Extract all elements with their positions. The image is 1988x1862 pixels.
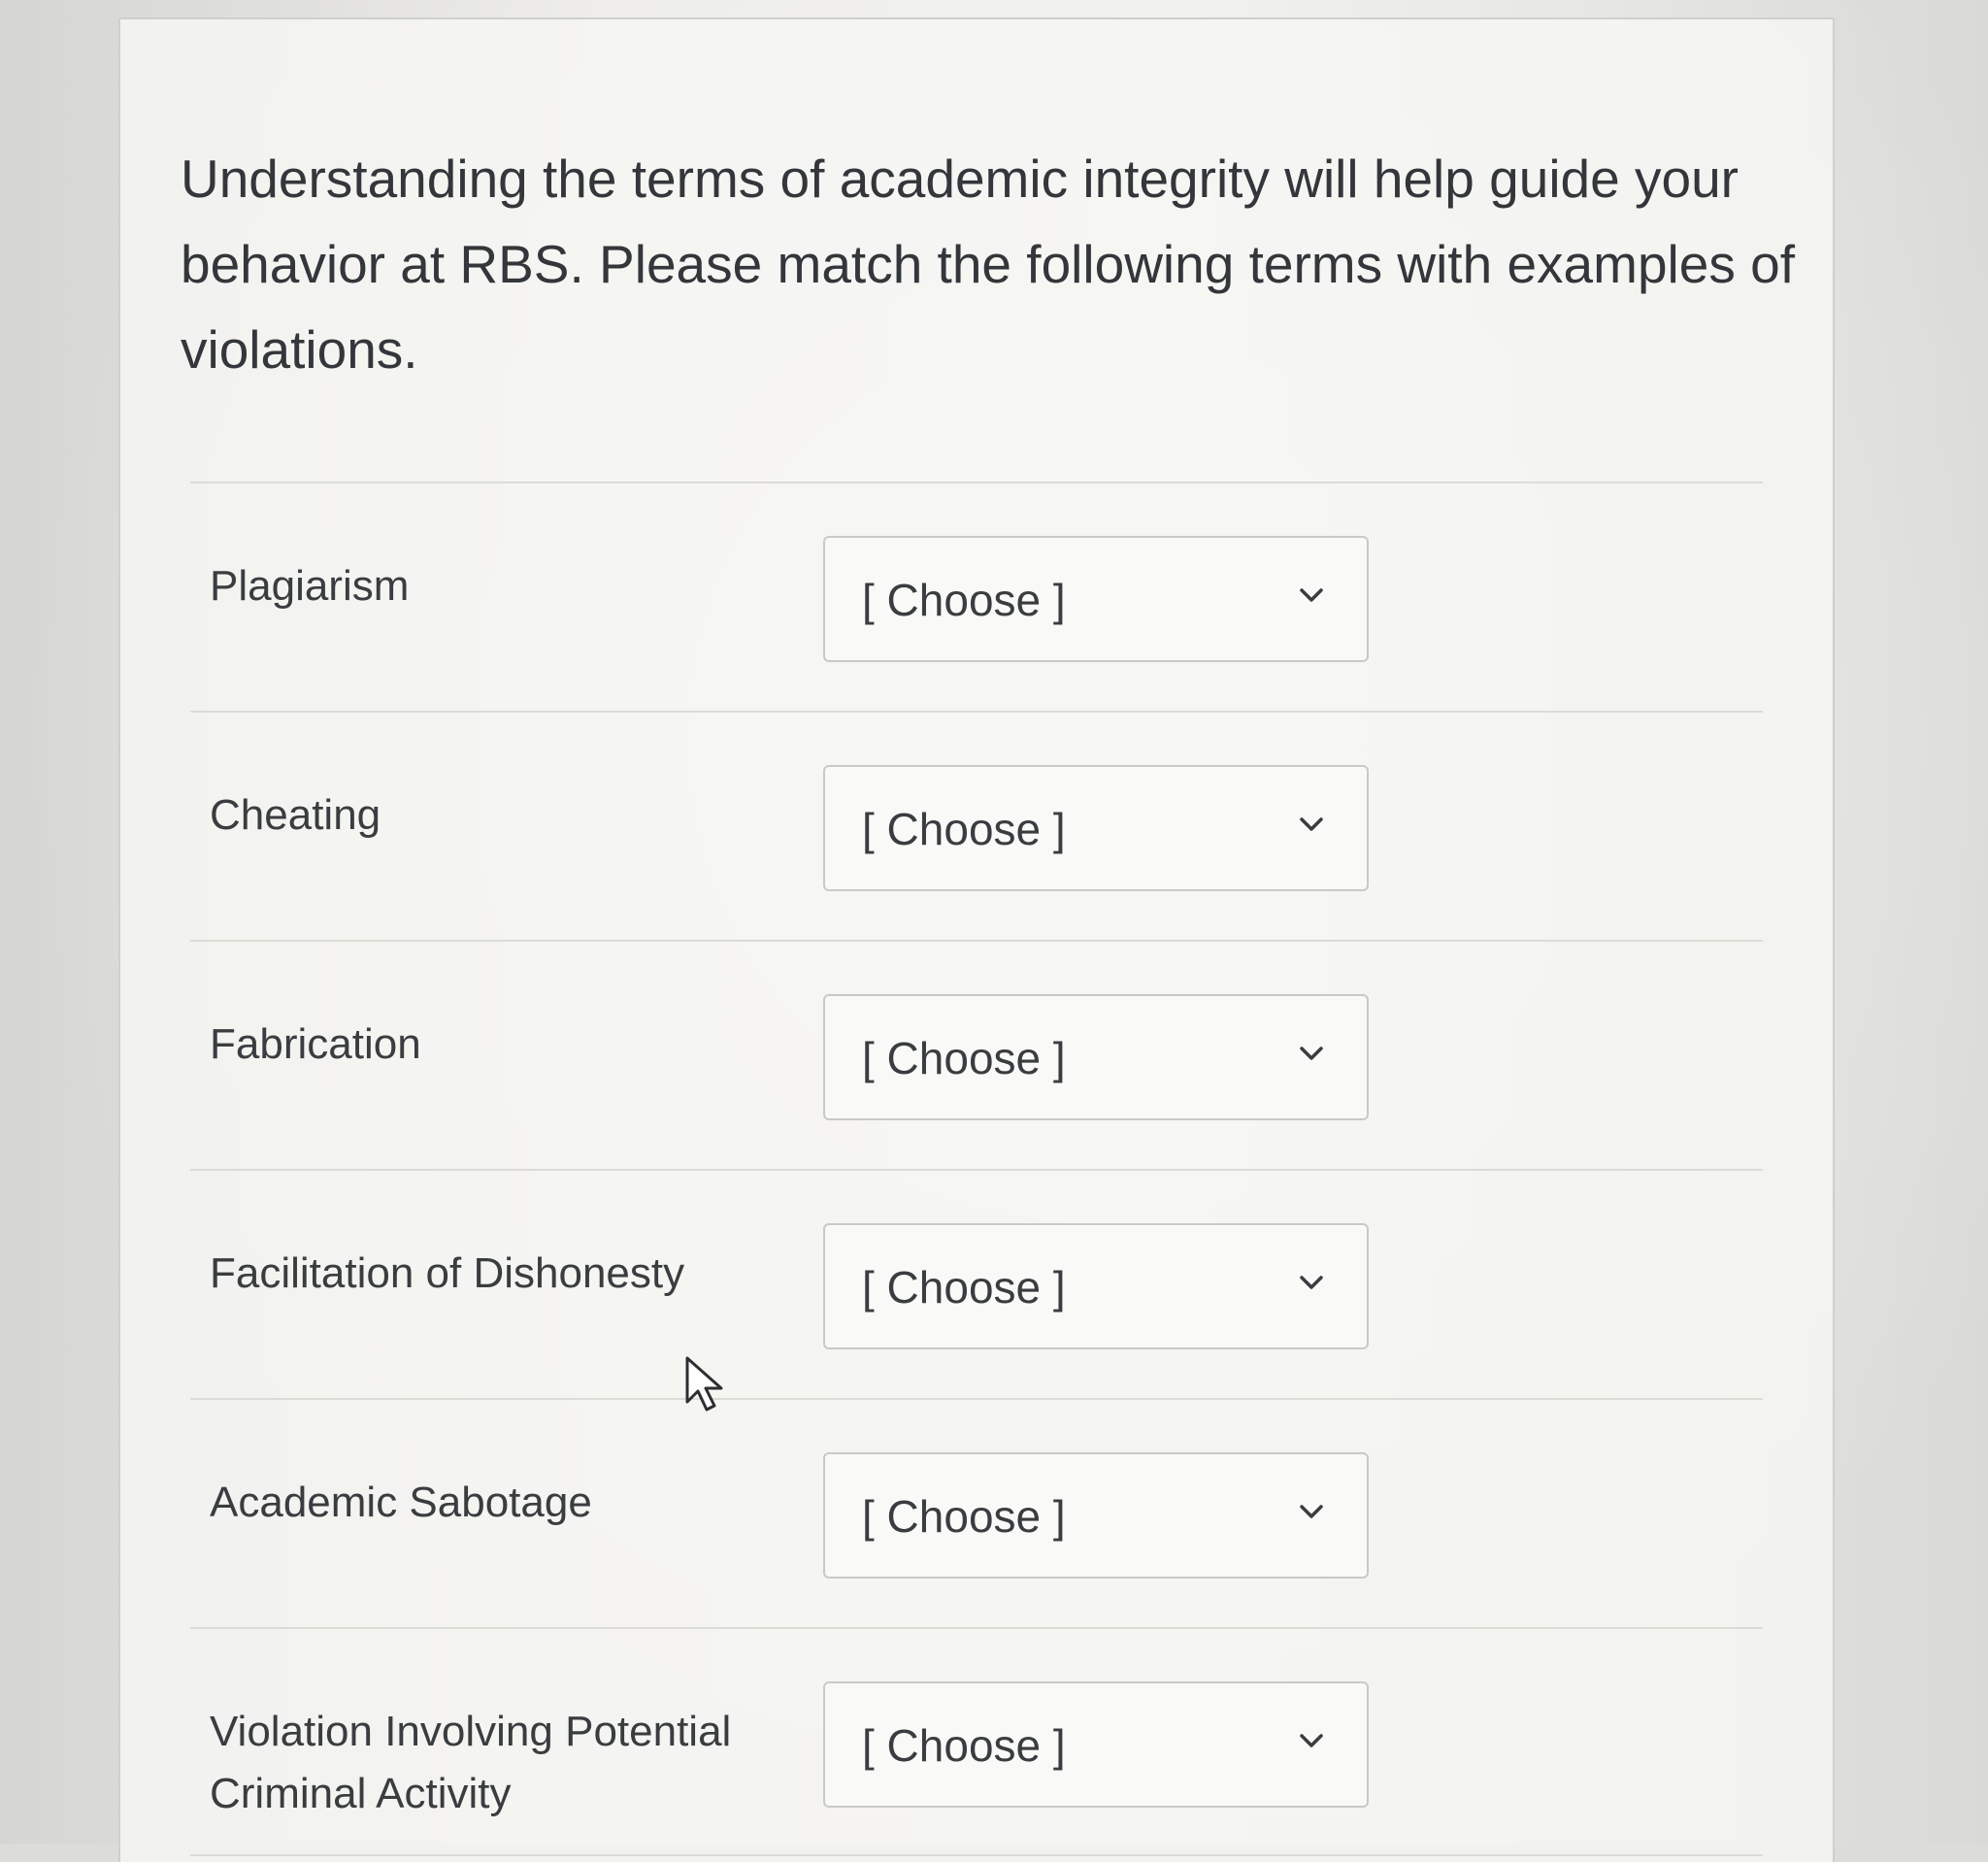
match-row-criminal bbox=[190, 1627, 1763, 1856]
term-label: Academic Sabotage bbox=[210, 1479, 592, 1526]
answer-select[interactable] bbox=[823, 994, 1369, 1120]
question-text: Understanding the terms of academic integrity will help guide your behavior at RBS. Please match the following terms with examples of violations. bbox=[181, 149, 1795, 380]
chevron-down-icon bbox=[1299, 812, 1324, 837]
answer-select[interactable] bbox=[823, 1223, 1369, 1349]
answer-select[interactable] bbox=[823, 765, 1369, 891]
chevron-down-icon bbox=[1299, 1728, 1324, 1753]
term-label: Fabrication bbox=[210, 1020, 421, 1068]
chevron-down-icon bbox=[1299, 1041, 1324, 1066]
answer-select[interactable] bbox=[823, 1452, 1369, 1579]
match-row-sabotage bbox=[190, 1398, 1763, 1627]
select-value: [ Choose ] bbox=[862, 804, 1066, 854]
match-row-fabrication bbox=[190, 940, 1763, 1169]
match-row-facilitation bbox=[190, 1169, 1763, 1398]
select-value: [ Choose ] bbox=[862, 1491, 1066, 1542]
chevron-down-icon bbox=[1299, 582, 1324, 608]
select-value: [ Choose ] bbox=[862, 1262, 1066, 1313]
match-list bbox=[190, 482, 1763, 1856]
answer-select[interactable] bbox=[823, 1681, 1369, 1808]
chevron-down-icon bbox=[1299, 1499, 1324, 1524]
answer-select[interactable] bbox=[823, 536, 1369, 662]
term-label: Plagiarism bbox=[210, 562, 410, 610]
select-value: [ Choose ] bbox=[862, 1720, 1066, 1771]
select-value: [ Choose ] bbox=[862, 1033, 1066, 1083]
question-card bbox=[118, 17, 1835, 1862]
term-label: Facilitation of Dishonesty bbox=[210, 1249, 685, 1297]
select-value: [ Choose ] bbox=[862, 575, 1066, 625]
term-label: Cheating bbox=[210, 791, 381, 839]
match-row-plagiarism bbox=[190, 482, 1763, 711]
mouse-pointer-icon bbox=[683, 1355, 728, 1413]
chevron-down-icon bbox=[1299, 1270, 1324, 1295]
term-label: Violation Involving Potential Criminal Activity bbox=[210, 1708, 732, 1817]
match-row-cheating bbox=[190, 711, 1763, 940]
